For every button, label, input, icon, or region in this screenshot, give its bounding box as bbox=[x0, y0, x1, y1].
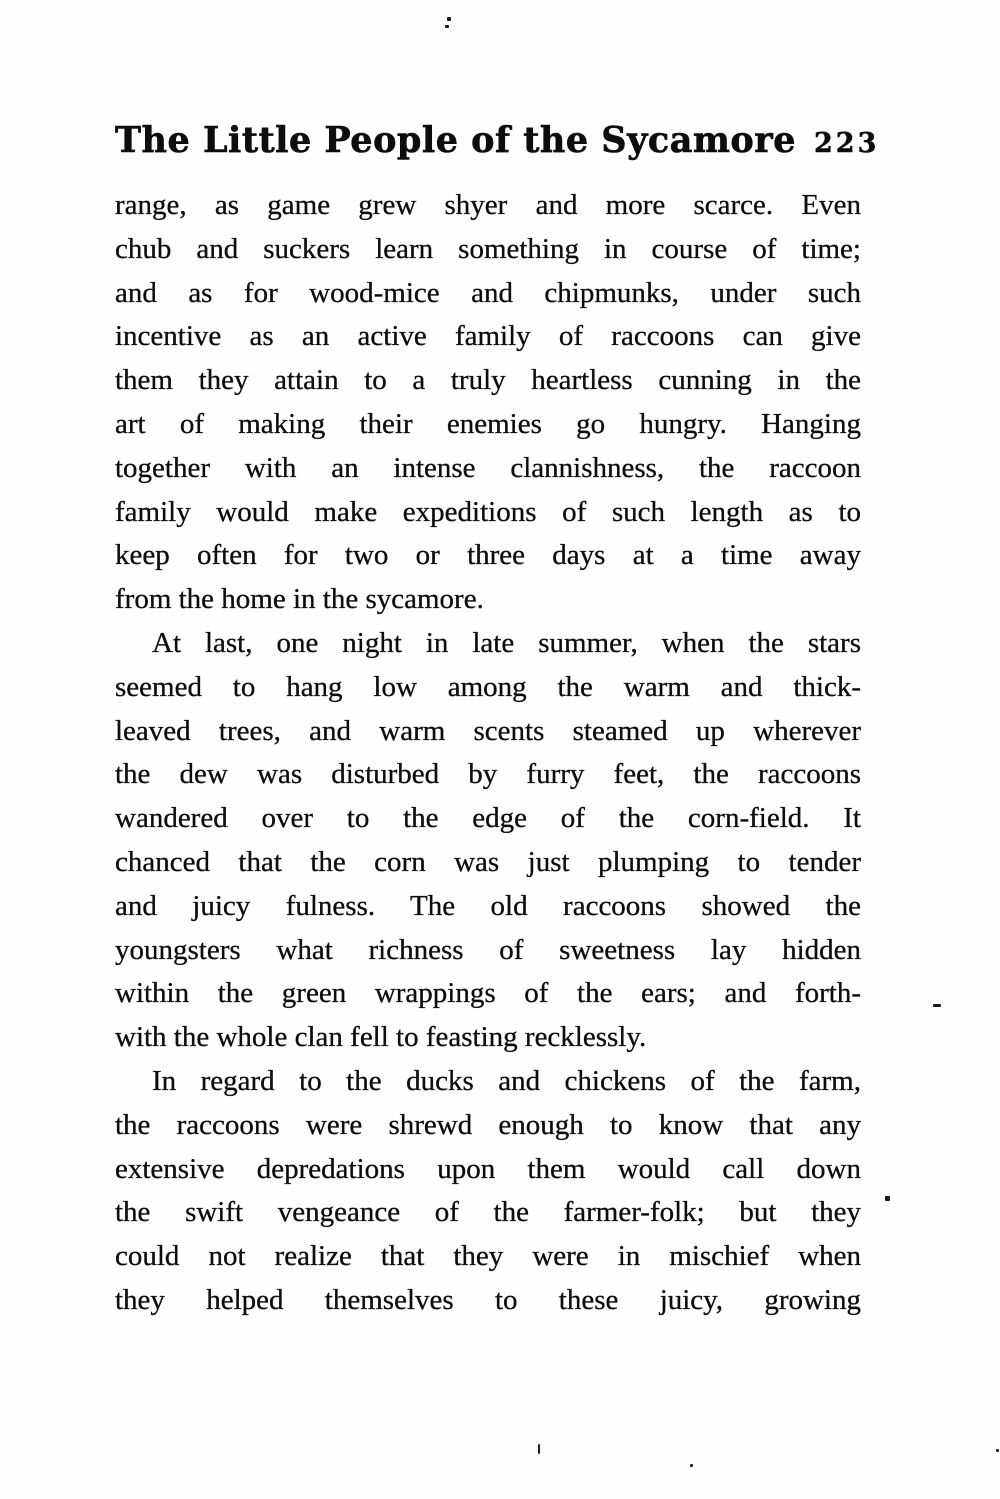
text-line: and juicy fulness. The old raccoons showed the bbox=[115, 889, 861, 922]
text-line: chanced that the corn was just plumping to tender bbox=[115, 845, 861, 878]
body-text bbox=[115, 184, 861, 1323]
page-header bbox=[115, 119, 880, 162]
text-line: youngsters what richness of sweetness lay hidden bbox=[115, 933, 861, 966]
text-line: At last, one night in late summer, when the stars bbox=[152, 626, 861, 659]
scan-speck-artifact bbox=[690, 1464, 693, 1467]
scan-speck-artifact bbox=[538, 1444, 540, 1454]
scan-speck-artifact bbox=[996, 1449, 999, 1452]
text-line: the swift vengeance of the farmer-folk; but they bbox=[115, 1196, 861, 1229]
scan-speck-artifact bbox=[885, 1196, 890, 1201]
scan-speck-artifact bbox=[933, 1004, 941, 1007]
text-line: with the whole clan fell to feasting recklessly. bbox=[115, 1021, 647, 1054]
text-line: and as for wood-mice and chipmunks, under such bbox=[115, 276, 861, 309]
scan-speck-artifact bbox=[445, 25, 449, 28]
text-line: incentive as an active family of raccoons can give bbox=[115, 320, 861, 353]
scan-speck-artifact bbox=[447, 17, 451, 21]
text-line: the dew was disturbed by furry feet, the raccoons bbox=[115, 758, 861, 791]
text-line: from the home in the sycamore. bbox=[115, 583, 484, 616]
text-line: them they attain to a truly heartless cunning in the bbox=[115, 364, 861, 397]
text-line: art of making their enemies go hungry. Hanging bbox=[115, 407, 861, 440]
text-line: the raccoons were shrewd enough to know that any bbox=[115, 1108, 861, 1141]
page-number: 223 bbox=[814, 128, 880, 159]
text-line: wandered over to the edge of the corn-field. It bbox=[115, 802, 861, 835]
text-line: leaved trees, and warm scents steamed up wherever bbox=[115, 714, 861, 747]
text-line: keep often for two or three days at a time away bbox=[115, 539, 861, 572]
text-line: together with an intense clannishness, the raccoon bbox=[115, 451, 861, 484]
text-line: they helped themselves to these juicy, growing bbox=[115, 1283, 861, 1316]
text-line: In regard to the ducks and chickens of the farm, bbox=[152, 1064, 861, 1097]
text-line: range, as game grew shyer and more scarce. Even bbox=[115, 189, 861, 221]
page-title: The Little People of the Sycamore bbox=[115, 119, 796, 162]
text-line: family would make expeditions of such length as to bbox=[115, 495, 861, 528]
text-line: could not realize that they were in mischief when bbox=[115, 1240, 861, 1273]
text-line: within the green wrappings of the ears; and forth- bbox=[115, 977, 861, 1010]
text-line: extensive depredations upon them would call down bbox=[115, 1152, 861, 1185]
text-line: chub and suckers learn something in course of time; bbox=[115, 232, 861, 265]
text-line: seemed to hang low among the warm and thick- bbox=[115, 670, 861, 703]
